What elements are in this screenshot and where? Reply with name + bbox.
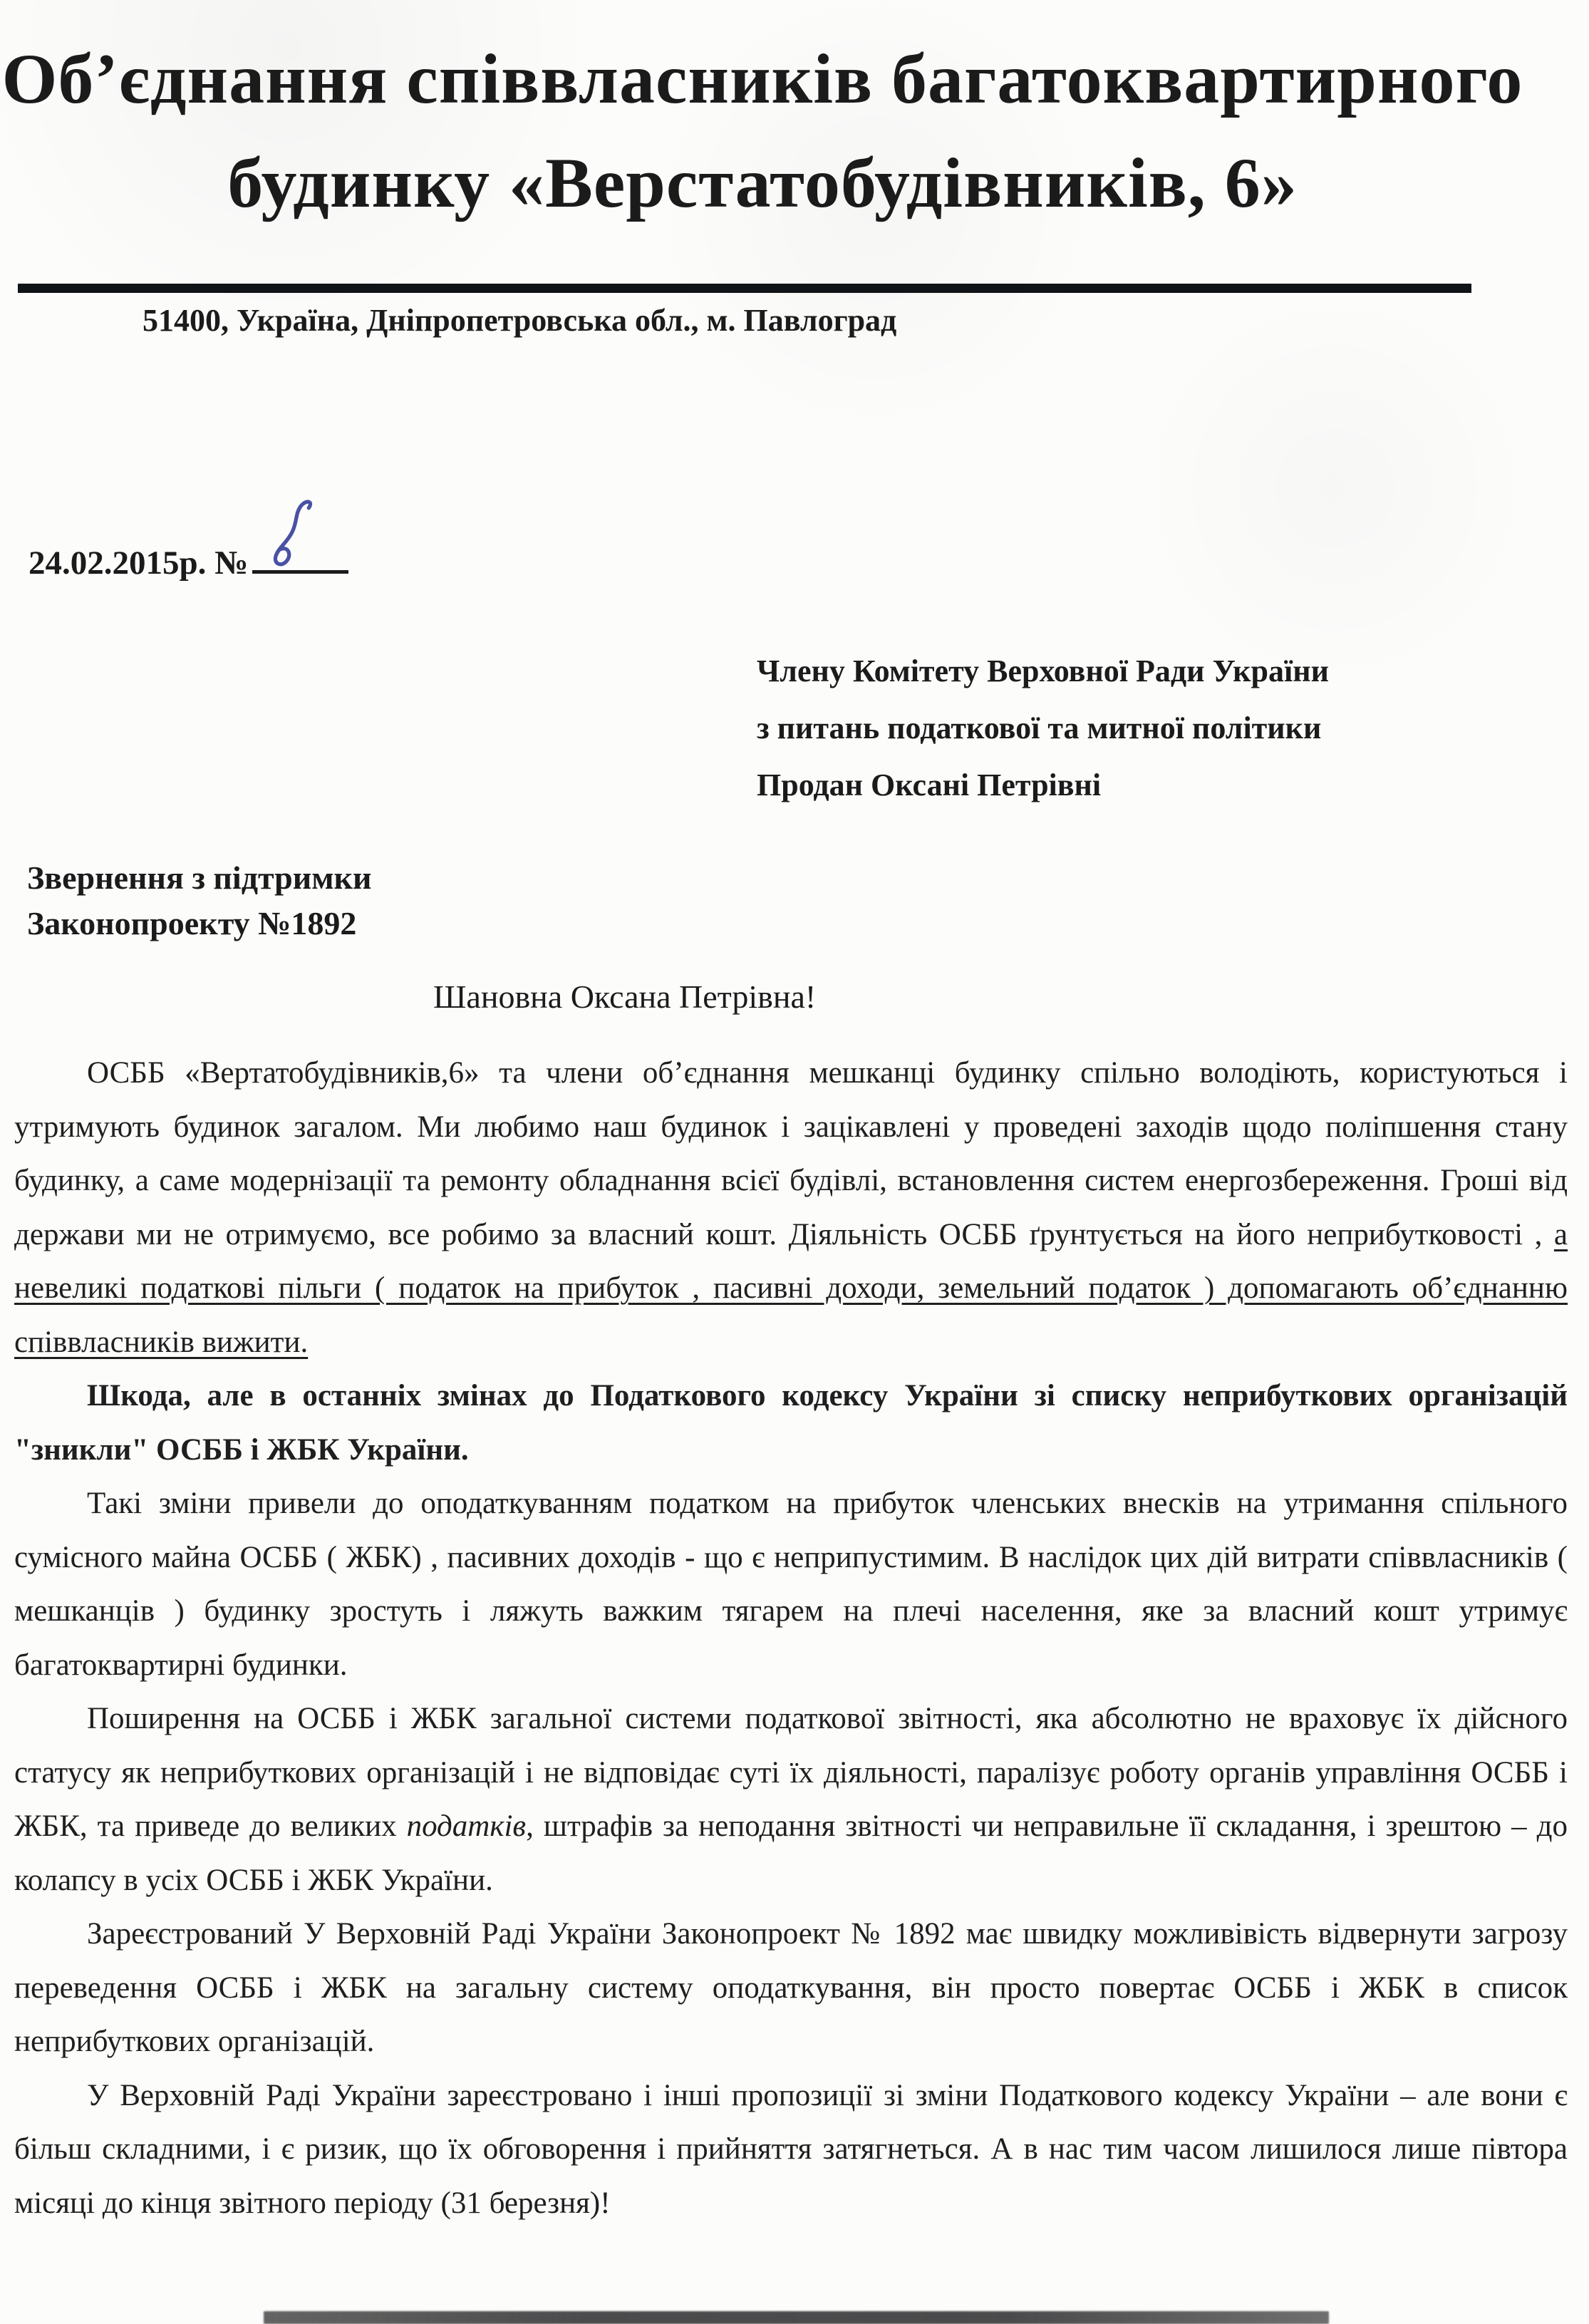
date-and-number-line	[29, 533, 348, 582]
paragraph-1-underlined-text: а невеликі податкові пільги ( податок на прибуток , пасивні доходи, земельний податок ) допомагають об’єднанню співвласників вижити.	[14, 1217, 1568, 1359]
letter-body	[14, 1046, 1568, 2230]
paragraph-4-italic-word: податків	[406, 1809, 527, 1843]
organization-title-line1: Об’єднання співвласників багатоквартирного	[1, 39, 1523, 118]
date-label: 24.02.2015р. №	[29, 544, 249, 582]
paragraph-4	[14, 1692, 1568, 1907]
document-number-blank	[252, 533, 348, 574]
subject-block	[27, 855, 372, 946]
subject-line-1: Звернення з підтримки	[27, 859, 372, 896]
subject-line-2: Законопроекту №1892	[27, 905, 357, 941]
organization-title-line2: будинку «Верстатобудівників, 6»	[227, 143, 1298, 222]
paragraph-2: Шкода, але в останніх змінах до Податкового кодексу України зі списку неприбуткових організацій "зникли" ОСББ і ЖБК України.	[14, 1379, 1568, 1467]
organization-title	[0, 27, 1525, 235]
organization-address: 51400, Україна, Дніпропетровська обл., м. Павлоград	[143, 303, 897, 338]
paragraph-3: Такі зміни привели до оподаткуванням податком на прибуток членських внесків на утримання спільного сумісного майна ОСББ ( ЖБК) , пасивних доходів - що є неприпустимим. В наслідок цих дій витрати співвласників ( мешканців ) будинку зростуть і ляжуть важким тягарем на плечі населення, яке за власний кошт утримує багатоквартирні будинки.	[14, 1487, 1568, 1682]
header-divider	[18, 284, 1471, 293]
paragraph-1-text: ОСББ «Вертатобудівників,6» та члени об’єднання мешканці будинку спільно володіють, користуються і утримують будинок загалом. Ми любимо наш будинок і зацікавлені у проведені заходів щодо поліпшення стану будинку, а саме модернізації та ремонту обладнання всієї будівлі, встановлення систем енергозбереження. Гроші від держави ми не отримуємо, все робимо за власний кошт. Діяльність ОСББ ґрунтується на його неприбутковості ,	[14, 1056, 1568, 1251]
paragraph-6: У Верховній Раді України зареєстровано і інші пропозиції зі зміни Податкового кодексу України – але вони є більш складними, і є ризик, що їх обговорення і прийняття затягнеться. А в нас тим часом лишилося лише півтора місяці до кінця звітного періоду (31 березня)!	[14, 2078, 1568, 2220]
addressee-line-2: з питань податкової та митної політики	[757, 711, 1322, 745]
addressee-line-3: Продан Оксані Петрівні	[757, 768, 1102, 802]
paragraph-5: Зареєстрований У Верховній Раді України Законопроект № 1892 має швидку можливівість відвернути загрозу переведення ОСББ і ЖБК на загальну систему оподаткування, він просто повертає ОСББ і ЖБК в список неприбуткових організацій.	[14, 1917, 1568, 2058]
scan-artifact-bar	[264, 2311, 1329, 2324]
handwritten-number-ink	[265, 499, 321, 574]
paragraph-4-text-after: , штрафів за неподання звітності чи неправильне її складання, і зрештою – до колапсу в усіх ОСББ і ЖБК України.	[14, 1809, 1568, 1897]
paragraph-1	[14, 1046, 1568, 1369]
addressee-line-1: Члену Комітету Верховної Ради України	[757, 654, 1329, 688]
paragraph-4-text-before: Поширення на ОСББ і ЖБК загальної системи податкової звітності, яка абсолютно не враховує їх дійсного статусу як неприбуткових організацій і не відповідає суті їх діяльності, паралізує роботу органів управління ОСББ і ЖБК, та приведе до великих	[14, 1702, 1568, 1843]
salutation: Шановна Оксана Петрівна!	[433, 978, 817, 1015]
addressee-block	[757, 643, 1329, 814]
